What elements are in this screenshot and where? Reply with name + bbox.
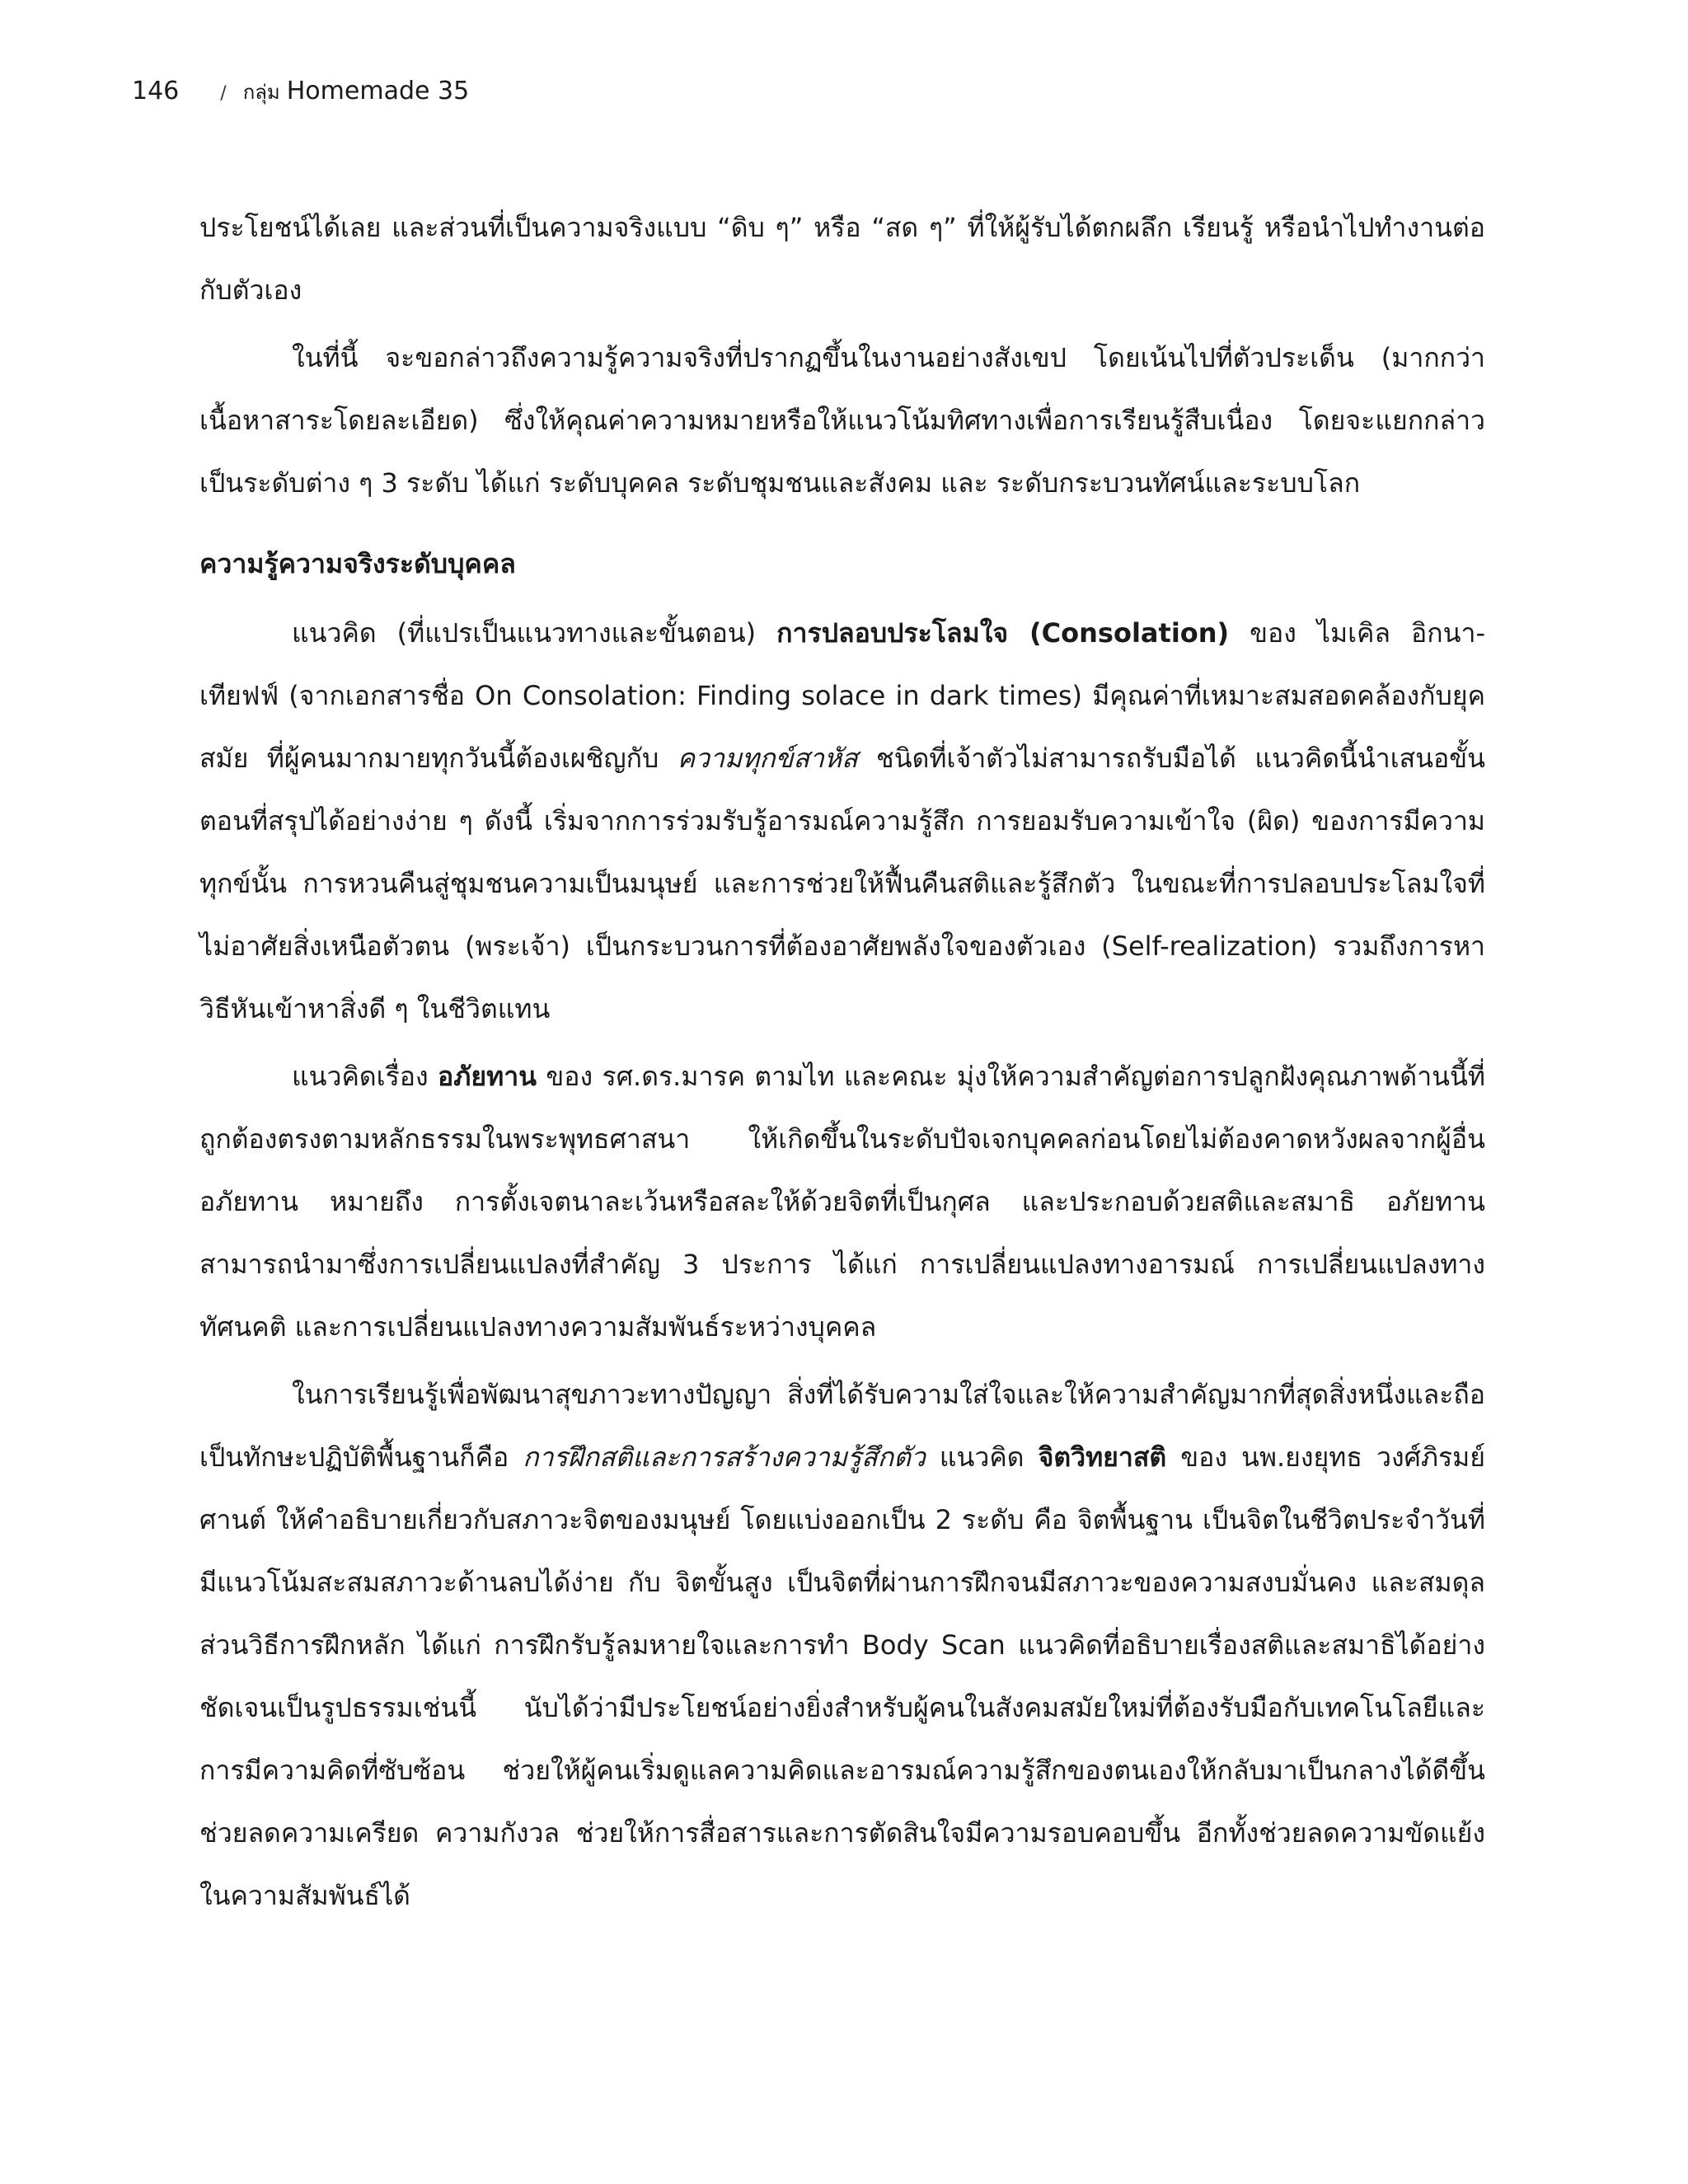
text-run: แนวคิดเรื่อง [292,1061,438,1092]
header-group-label: กลุ่ม [242,81,280,104]
page-body [199,196,1485,1932]
text-run: แนวคิด [925,1441,1039,1473]
italic-term: ความทุกข์สาหัส [677,743,858,774]
text-run: ในการเรียนรู้เพื่อพัฒนาสุขภาวะทางปัญญา สิ่งที่ได้รับความใส่ใจและให้ความสำคัญมากที่สุดสิ่งหนึ่งและถือเป็นทักษะปฏิบัติพื้นฐานก็คือ [199,1379,1485,1473]
text-run: แนวคิด (ที่แปรเป็นแนวทางและขั้นตอน) [292,617,777,649]
bold-term-forgiveness: อภัยทาน [438,1061,537,1092]
paragraph-forgiveness [199,1045,1485,1358]
text-run: ของ นพ.ยงยุทธ วงศ์ภิรมย์ศานต์ ให้คำอธิบายเกี่ยวกับสภาวะจิตของมนุษย์ โดยแบ่งออกเป็น 2 ระดับ คือ จิตพื้นฐาน เป็นจิตในชีวิตประจำวันที่มีแนวโน้มสะสมสภาวะด้านลบได้ง่าย กับ จิตขั้นสูง เป็นจิตที่ผ่านการฝึกจนมีสภาวะของความสงบมั่นคง และสมดุล ส่วนวิธีการฝึกหลัก ได้แก่ การฝึกรับรู้ลมหายใจและการทำ Body Scan แนวคิดที่อธิบายเรื่องสติและสมาธิได้อย่างชัดเจนเป็นรูปธรรมเช่นนี้ นับได้ว่ามีประโยชน์อย่างยิ่งสำหรับผู้คนในสังคมสมัยใหม่ที่ต้องรับมือกับเทคโนโลยีและการมีความคิดที่ซับซ้อน ช่วยให้ผู้คนเริ่มดูแลความคิดและอารมณ์ความรู้สึกของตนเองให้กลับมาเป็นกลางได้ดีขึ้น ช่วยลดความเครียด ความกังวล ช่วยให้การสื่อสารและการตัดสินใจมีความรอบคอบขึ้น อีกทั้งช่วยลดความขัดแย้งในความสัมพันธ์ได้ [199,1441,1486,1911]
header-title: Homemade 35 [286,77,470,105]
paragraph-continuation: ประโยชน์ได้เลย และส่วนที่เป็นความจริงแบบ “ดิบ ๆ” หรือ “สด ๆ” ที่ให้ผู้รับได้ตกผลึก เรียนรู้ หรือนำไปทำงานต่อกับตัวเอง [199,212,1485,306]
paragraph-consolation [199,602,1485,1040]
page-number: 146 [132,77,180,105]
bold-term-consolation: การปลอบประโลมใจ (Consolation) [776,617,1230,649]
section-heading: ความรู้ความจริงระดับบุคคล [199,548,516,579]
italic-term: การฝึกสติและการสร้างความรู้สึกตัว [523,1441,926,1473]
text-run: ของ รศ.ดร.มารค ตามไท และคณะ มุ่งให้ความสำคัญต่อการปลูกฝังคุณภาพด้านนี้ที่ถูกต้องตรงตามหลักธรรมในพระพุทธศาสนา ให้เกิดขึ้นในระดับปัจเจกบุคคลก่อนโดยไม่ต้องคาดหวังผลจากผู้อื่น อภัยทาน หมายถึง การตั้งเจตนาละเว้นหรือสละให้ด้วยจิตที่เป็นกุศล และประกอบด้วยสติและสมาธิ อภัยทานสามารถนำมาซึ่งการเปลี่ยนแปลงที่สำคัญ 3 ประการ ได้แก่ การเปลี่ยนแปลงทางอารมณ์ การเปลี่ยนแปลงทางทัศนคติ และการเปลี่ยนแปลงทางความสัมพันธ์ระหว่างบุคคล [199,1061,1486,1343]
page-header [132,76,469,117]
text-run: ชนิดที่เจ้าตัวไม่สามารถรับมือได้ แนวคิดนี้นำเสนอขั้นตอนที่สรุปได้อย่างง่าย ๆ ดังนี้ เริ่มจากการร่วมรับรู้อารมณ์ความรู้สึก การยอมรับความเข้าใจ (ผิด) ของการมีความทุกข์นั้น การหวนคืนสู่ชุมชนความเป็นมนุษย์ และการช่วยให้ฟื้นคืนสติและรู้สึกตัว ในขณะที่การปลอบประโลมใจที่ไม่อาศัยสิ่งเหนือตัวตน (พระเจ้า) เป็นกระบวนการที่ต้องอาศัยพลังใจของตัวเอง (Self-realization) รวมถึงการหาวิธีหันเข้าหาสิ่งดี ๆ ในชีวิตแทน [199,743,1486,1024]
bold-term-mindfulness-psychology: จิตวิทยาสติ [1038,1441,1167,1473]
paragraph-intro: ในที่นี้ จะขอกล่าวถึงความรู้ความจริงที่ปรากฏขึ้นในงานอย่างสังเขป โดยเน้นไปที่ตัวประเด็น (มากกว่าเนื้อหาสาระโดยละเอียด) ซึ่งให้คุณค่าความหมายหรือให้แนวโน้มทิศทางเพื่อการเรียนรู้สืบเนื่อง โดยจะแยกกล่าวเป็นระดับต่าง ๆ 3 ระดับ ได้แก่ ระดับบุคคล ระดับชุมชนและสังคม และ ระดับกระบวนทัศน์และระบบโลก [199,342,1485,499]
header-separator: / [220,83,227,104]
text-run: ของ ไมเคิล อิกนา-เทียฟฟ์ (จากเอกสารชื่อ On Consolation: Finding solace in dark times) มีคุณค่าที่เหมาะสมสอดคล้องกับยุคสมัย ที่ผู้คนมากมายทุกวันนี้ต้องเผชิญกับ [199,617,1486,774]
paragraph-mindfulness [199,1363,1485,1927]
